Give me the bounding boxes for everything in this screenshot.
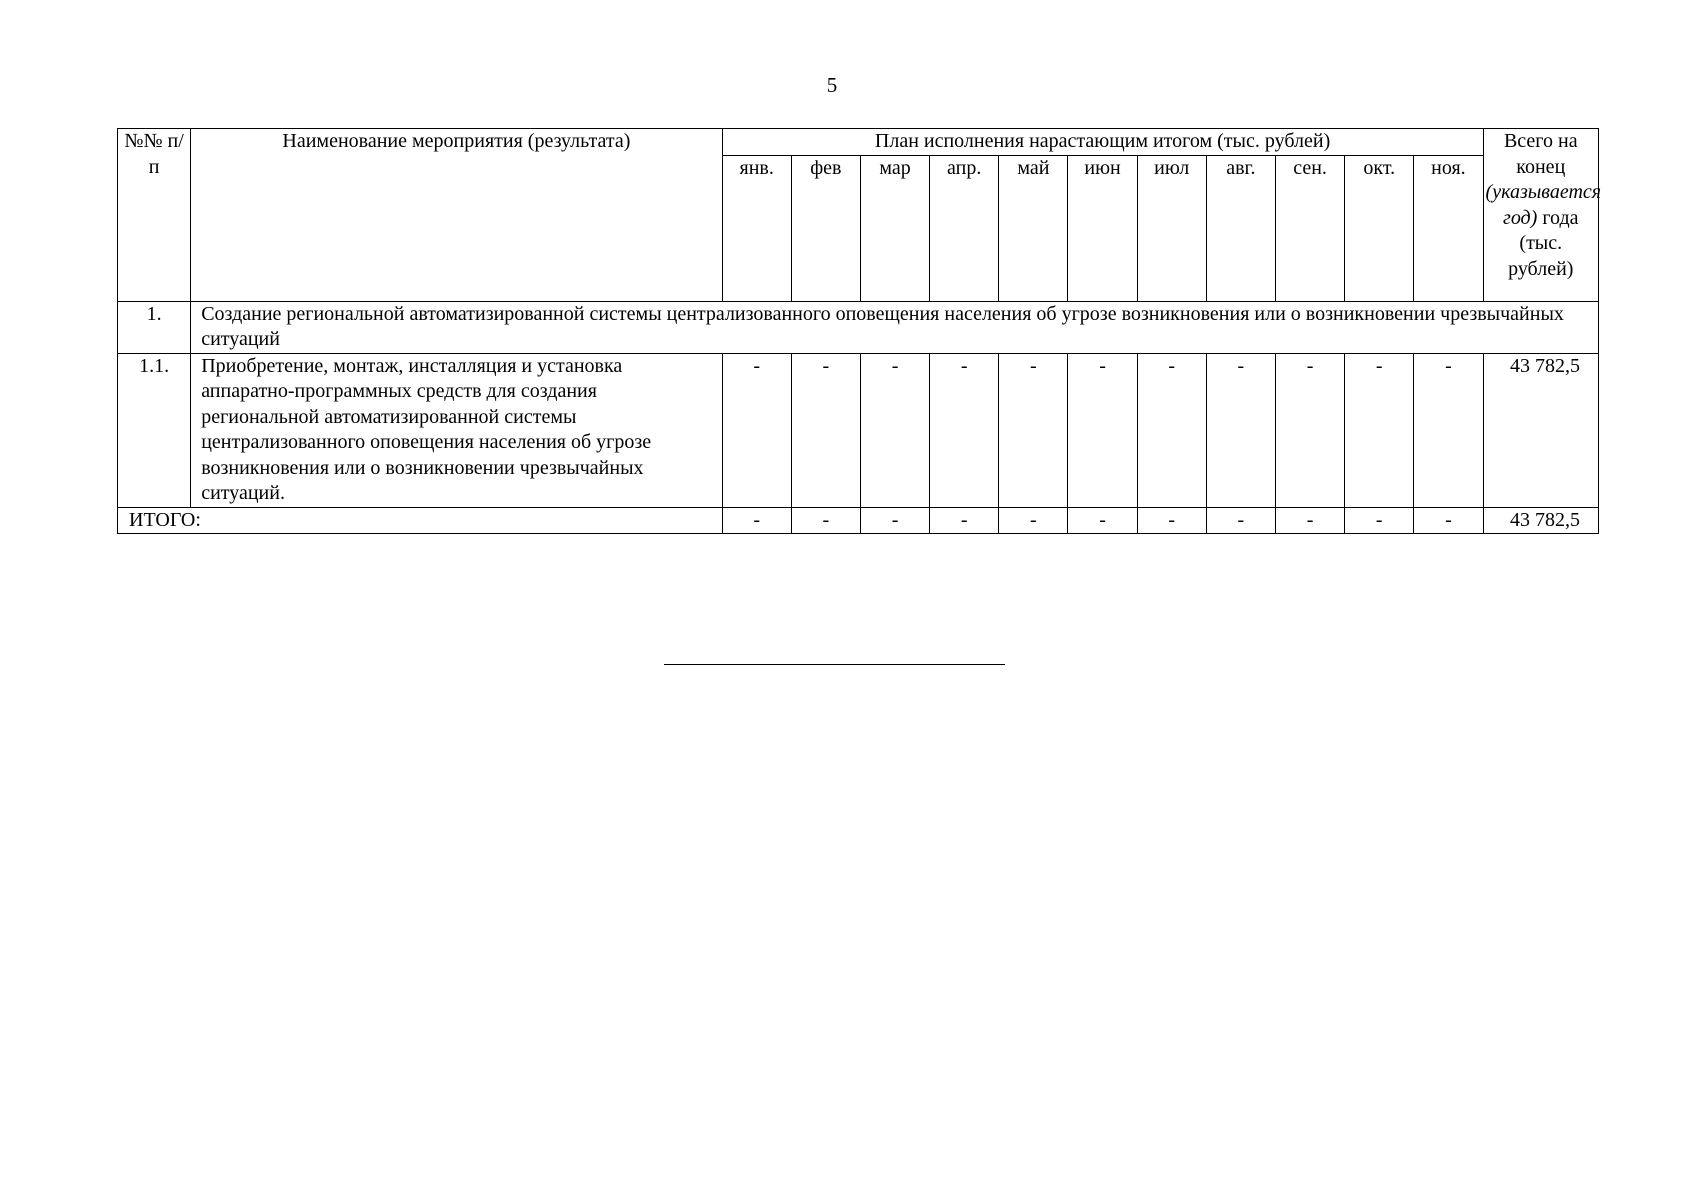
item-num: 1.1. (118, 353, 191, 507)
totals-month-value: - (860, 507, 929, 534)
totals-month-value: - (930, 507, 999, 534)
header-name: Наименование мероприятия (результата) (191, 129, 722, 302)
totals-month-value: - (722, 507, 791, 534)
item-month-value: - (1206, 353, 1275, 507)
totals-row (118, 507, 1599, 534)
totals-total: 43 782,5 (1483, 507, 1598, 534)
item-month-value: - (1137, 353, 1206, 507)
totals-month-value: - (1137, 507, 1206, 534)
page-number: 5 (826, 73, 838, 97)
totals-month-value: - (1068, 507, 1137, 534)
header-month: янв. (722, 155, 791, 301)
item-month-value: - (1275, 353, 1344, 507)
plan-table (117, 128, 1602, 534)
totals-month-value: - (791, 507, 860, 534)
header-month: июл (1137, 155, 1206, 301)
totals-month-value: - (1206, 507, 1275, 534)
item-month-value: - (1068, 353, 1137, 507)
item-month-value: - (1345, 353, 1414, 507)
header-month: июн (1068, 155, 1137, 301)
totals-month-value: - (1345, 507, 1414, 534)
totals-label: ИТОГО: (118, 507, 723, 534)
header-num: №№ п/п (118, 129, 191, 302)
item-month-value: - (722, 353, 791, 507)
header-month: авг. (1206, 155, 1275, 301)
item-month-value: - (930, 353, 999, 507)
section-num: 1. (118, 301, 191, 353)
header-month: мар (860, 155, 929, 301)
totals-month-value: - (1414, 507, 1483, 534)
item-month-value: - (999, 353, 1068, 507)
header-month: май (999, 155, 1068, 301)
footer-rule (664, 664, 1005, 665)
header-plan: План исполнения нарастающим итогом (тыс. рублей) (722, 129, 1483, 156)
totals-month-value: - (1275, 507, 1344, 534)
header-total-prefix: Всего на конец (1503, 130, 1578, 178)
header-total-italic: (указывается год) (1485, 181, 1602, 229)
header-month: апр. (930, 155, 999, 301)
header-total-suffix: года (тыс. рублей) (1508, 206, 1579, 280)
header-row-1 (118, 129, 1599, 156)
header-month: ноя. (1414, 155, 1483, 301)
item-title: Приобретение, монтаж, инсталляция и установка аппаратно-программных средств для создания региональной автоматизированной системы централизованного оповещения населения об угрозе возникновения или о возникновении чрезвычайных ситуаций. (191, 353, 722, 507)
section-title: Создание региональной автоматизированной системы централизованного оповещения населения об угрозе возникновения или о возникновении чрезвычайных ситуаций (191, 301, 1599, 353)
item-month-value: - (860, 353, 929, 507)
item-row (118, 353, 1599, 507)
item-month-value: - (1414, 353, 1483, 507)
item-month-value: - (791, 353, 860, 507)
header-total (1483, 129, 1602, 302)
header-month: фев (791, 155, 860, 301)
section-row (118, 301, 1599, 353)
totals-month-value: - (999, 507, 1068, 534)
item-total: 43 782,5 (1483, 353, 1598, 507)
header-month: окт. (1345, 155, 1414, 301)
header-month: сен. (1275, 155, 1344, 301)
